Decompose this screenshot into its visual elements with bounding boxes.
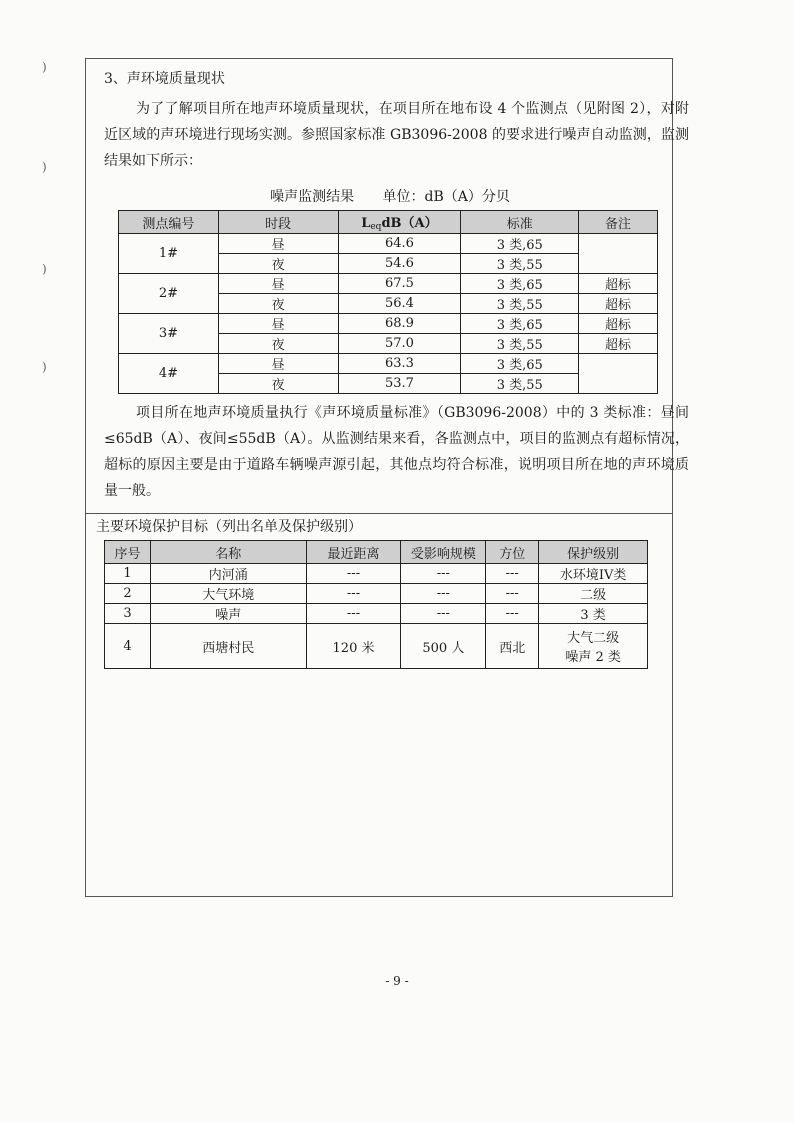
standard-cell: 3 类,55 [461,374,579,394]
noise-table-caption: 噪声监测结果 [270,189,355,205]
section-divider [85,513,673,514]
table-row [105,564,648,584]
conclusion-paragraph: 项目所在地声环境质量执行《声环境质量标准》（GB3096-2008）中的 3 类标准：昼间≤65dB（A）、夜间≤55dB（A）。从监测结果来看，各监测点中，项目的监测点有超标情况，超标的原因主要是由于道路车辆噪声源引起，其他点均符合标准，说明项目所在地的声环境质量一般。 [104,405,689,499]
scan-mark-icon: ) [42,360,47,374]
period-cell: 夜 [218,294,338,314]
protection-heading: 主要环境保护目标（列出名单及保护级别） [96,519,362,535]
section-heading: 3、声环境质量现状 [104,71,225,87]
intro-paragraph: 为了了解项目所在地声环境质量现状，在项目所在地布设 4 个监测点（见附图 2），对附近区域的声环境进行现场实测。参照国家标准 GB3096-2008 的要求进行噪声自动监测，监测结果如下所示： [104,101,689,169]
period-cell: 夜 [218,334,338,354]
seq-cell: 4 [105,624,151,669]
scale-cell: --- [401,584,486,604]
seq-cell: 1 [105,564,151,584]
distance-cell: --- [306,564,401,584]
header-period: 时段 [218,211,338,234]
header-name: 名称 [150,541,306,564]
leq-symbol: L [361,216,371,231]
leq-subscript: eq [370,222,382,232]
scale-cell: --- [401,604,486,624]
header-seq: 序号 [105,541,151,564]
scan-mark-icon: ) [42,160,47,174]
name-cell: 噪声 [150,604,306,624]
direction-cell: --- [486,584,539,604]
value-cell: 67.5 [338,274,461,294]
note-cell [579,354,658,394]
name-cell: 西塘村民 [150,624,306,669]
level-cell: 二级 [539,584,648,604]
point-cell: 2# [119,274,219,314]
note-cell: 超标 [579,274,658,294]
table-row [105,604,648,624]
distance-cell: --- [306,604,401,624]
level-cell [539,624,648,669]
standard-cell: 3 类,65 [461,234,579,254]
note-cell [579,234,658,274]
level-cell: 水环境IV类 [539,564,648,584]
seq-cell: 3 [105,604,151,624]
point-cell: 3# [119,314,219,354]
header-point: 测点编号 [119,211,219,234]
standard-cell: 3 类,55 [461,334,579,354]
name-cell: 内河涌 [150,564,306,584]
period-cell: 夜 [218,374,338,394]
period-cell: 昼 [218,314,338,334]
scan-mark-icon: ) [42,60,47,74]
direction-cell: 西北 [486,624,539,669]
level-line-1: 大气二级 [567,631,620,646]
note-cell: 超标 [579,314,658,334]
header-level: 保护级别 [539,541,648,564]
scan-mark-icon: ) [42,262,47,276]
header-direction: 方位 [486,541,539,564]
header-note: 备注 [579,211,658,234]
table-row [119,274,658,294]
value-cell: 54.6 [338,254,461,274]
direction-cell: --- [486,564,539,584]
standard-cell: 3 类,65 [461,274,579,294]
page-number: - 9 - [385,974,409,988]
standard-cell: 3 类,65 [461,354,579,374]
value-cell: 63.3 [338,354,461,374]
point-cell: 1# [119,234,219,274]
header-leq [338,211,461,234]
note-cell: 超标 [579,334,658,354]
value-cell: 57.0 [338,334,461,354]
table-row [105,584,648,604]
standard-cell: 3 类,55 [461,254,579,274]
noise-table-title [120,186,660,206]
period-cell: 昼 [218,234,338,254]
note-cell: 超标 [579,294,658,314]
header-standard: 标准 [461,211,579,234]
scale-cell: 500 人 [401,624,486,669]
period-cell: 昼 [218,354,338,374]
table-row [119,314,658,334]
seq-cell: 2 [105,584,151,604]
noise-monitoring-table [118,210,658,394]
noise-table-unit: 单位：dB（A）分贝 [382,189,510,205]
distance-cell: 120 米 [306,624,401,669]
standard-cell: 3 类,65 [461,314,579,334]
standard-cell: 3 类,55 [461,294,579,314]
leq-unit: dB（A） [381,216,438,231]
point-cell: 4# [119,354,219,394]
table-header-row [105,541,648,564]
header-scale: 受影响规模 [401,541,486,564]
scale-cell: --- [401,564,486,584]
value-cell: 56.4 [338,294,461,314]
header-distance: 最近距离 [306,541,401,564]
period-cell: 昼 [218,274,338,294]
protection-targets-table [104,540,648,669]
table-header-row [119,211,658,234]
table-row [119,354,658,374]
value-cell: 64.6 [338,234,461,254]
distance-cell: --- [306,584,401,604]
value-cell: 53.7 [338,374,461,394]
table-row [105,624,648,669]
level-line-2: 噪声 2 类 [565,650,621,665]
direction-cell: --- [486,604,539,624]
period-cell: 夜 [218,254,338,274]
table-row [119,234,658,254]
name-cell: 大气环境 [150,584,306,604]
level-cell: 3 类 [539,604,648,624]
value-cell: 68.9 [338,314,461,334]
